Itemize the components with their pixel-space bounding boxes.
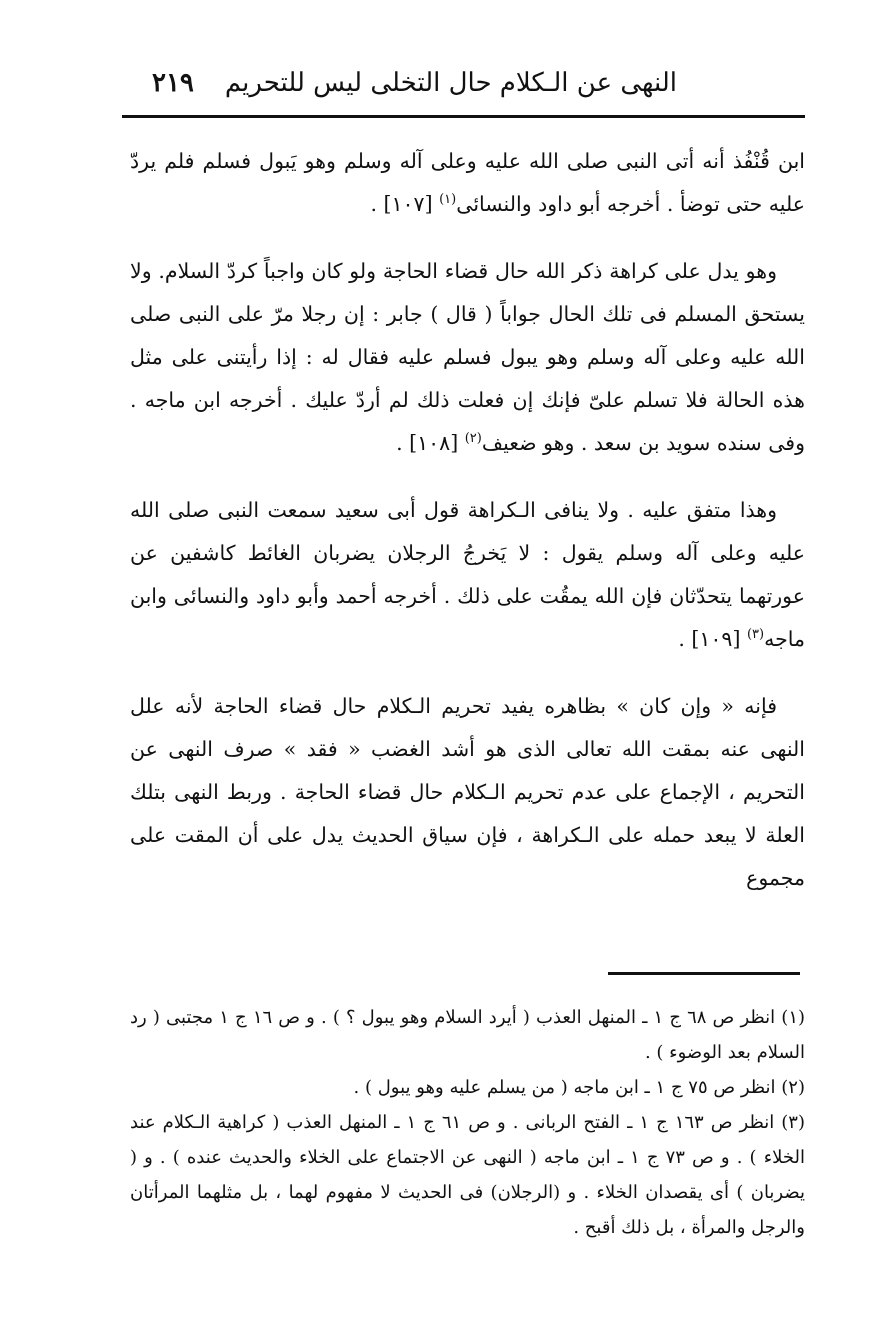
paragraph — [130, 140, 805, 226]
paragraph-text: فإنه « وإن كان » بظاهره يفيد تحريم الـكلام حال قضاء الحاجة لأنه علل النهى عنه بمقت الله تعالى الذى هو أشد الغضب « فقد » صرف النهى عن التحريم ، الإجماع على عدم تحريم الـكلام حال قضاء الحاجة . وربط النهى بتلك العلة لا يبعد حمله على الـكراهة ، فإن سياق الحديث يدل على أن المقت على مجموع — [130, 694, 805, 890]
footnote: (٣) انظر ص ١٦٣ ج ١ ـ الفتح الربانى . و ص ٦١ ج ١ ـ المنهل العذب ( كراهية الـكلام عند الخلاء ) . و ص ٧٣ ج ١ ـ ابن ماجه ( النهى عن الاجتماع على الخلاء والحديث عنده ) . و ( يضربان ) أى يقصدان الخلاء . و (الرجلان) فى الحديث لا مفهوم لهما ، بل مثلهما المرأتان والرجل والمرأة ، بل ذلك أقبح . — [130, 1112, 805, 1238]
paragraph-text: وهو يدل على كراهة ذكر الله حال قضاء الحاجة ولو كان واجباً كردّ السلام. ولا يستحق المسلم فى تلك الحال جواباً ( قال ) جابر : إن رجلا مرّ على النبى صلى الله عليه وعلى آله وسلم وهو يبول فسلم عليه فقال له : إذا رأيتنى على مثل هذه الحالة فلا تسلم علىّ فإنك إن فعلت ذلك لم أردّ عليك . أخرجه ابن ماجه . وفى سنده سويد بن سعد . وهو ضعيف — [130, 259, 805, 455]
paragraph-text: وهذا متفق عليه . ولا ينافى الـكراهة قول أبى سعيد سمعت النبى صلى الله عليه وعلى آله وسلم يقول : لا يَخرجُ الرجلان يضربان الغائط كاشفين عن عورتهما يتحدّثان فإن الله يمقُت على ذلك . أخرجه أحمد وأبو داود والنسائى وابن ماجه — [130, 498, 805, 651]
footnote: (١) انظر ص ٦٨ ج ١ ـ المنهل العذب ( أيرد السلام وهو يبول ؟ ) . و ص ١٦ ج ١ مجتبى ( رد السلام بعد الوضوء ) . — [130, 1007, 806, 1063]
paragraph — [130, 489, 805, 661]
main-text — [130, 140, 805, 924]
hadith-number: [١٠٧] . — [370, 192, 440, 216]
footnote-marker: (١) — [439, 192, 457, 208]
hadith-number: [١٠٨] . — [396, 431, 465, 455]
header-divider — [122, 115, 805, 118]
footnote: (٢) انظر ص ٧٥ ج ١ ـ ابن ماجه ( من يسلم عليه وهو يبول ) . — [353, 1077, 805, 1098]
running-header — [122, 60, 802, 112]
running-title: النهى عن الـكلام حال التخلى ليس للتحريم — [224, 68, 677, 98]
paragraph-text: ابن قُنْفُذ أنه أتى النبى صلى الله عليه وعلى آله وسلم وهو يَبول فسلم فلم يردّ عليه حتى توضأ . أخرجه أبو داود والنسائى — [130, 149, 805, 216]
footnote-divider — [608, 972, 800, 975]
page-number: ٢١٩ — [152, 68, 194, 98]
paragraph — [130, 685, 805, 900]
footnotes — [130, 1000, 805, 1245]
paragraph — [130, 250, 805, 465]
footnote-marker: (٢) — [464, 431, 482, 447]
footnote-marker: (٣) — [746, 627, 765, 643]
hadith-number: [١٠٩] . — [678, 627, 747, 651]
